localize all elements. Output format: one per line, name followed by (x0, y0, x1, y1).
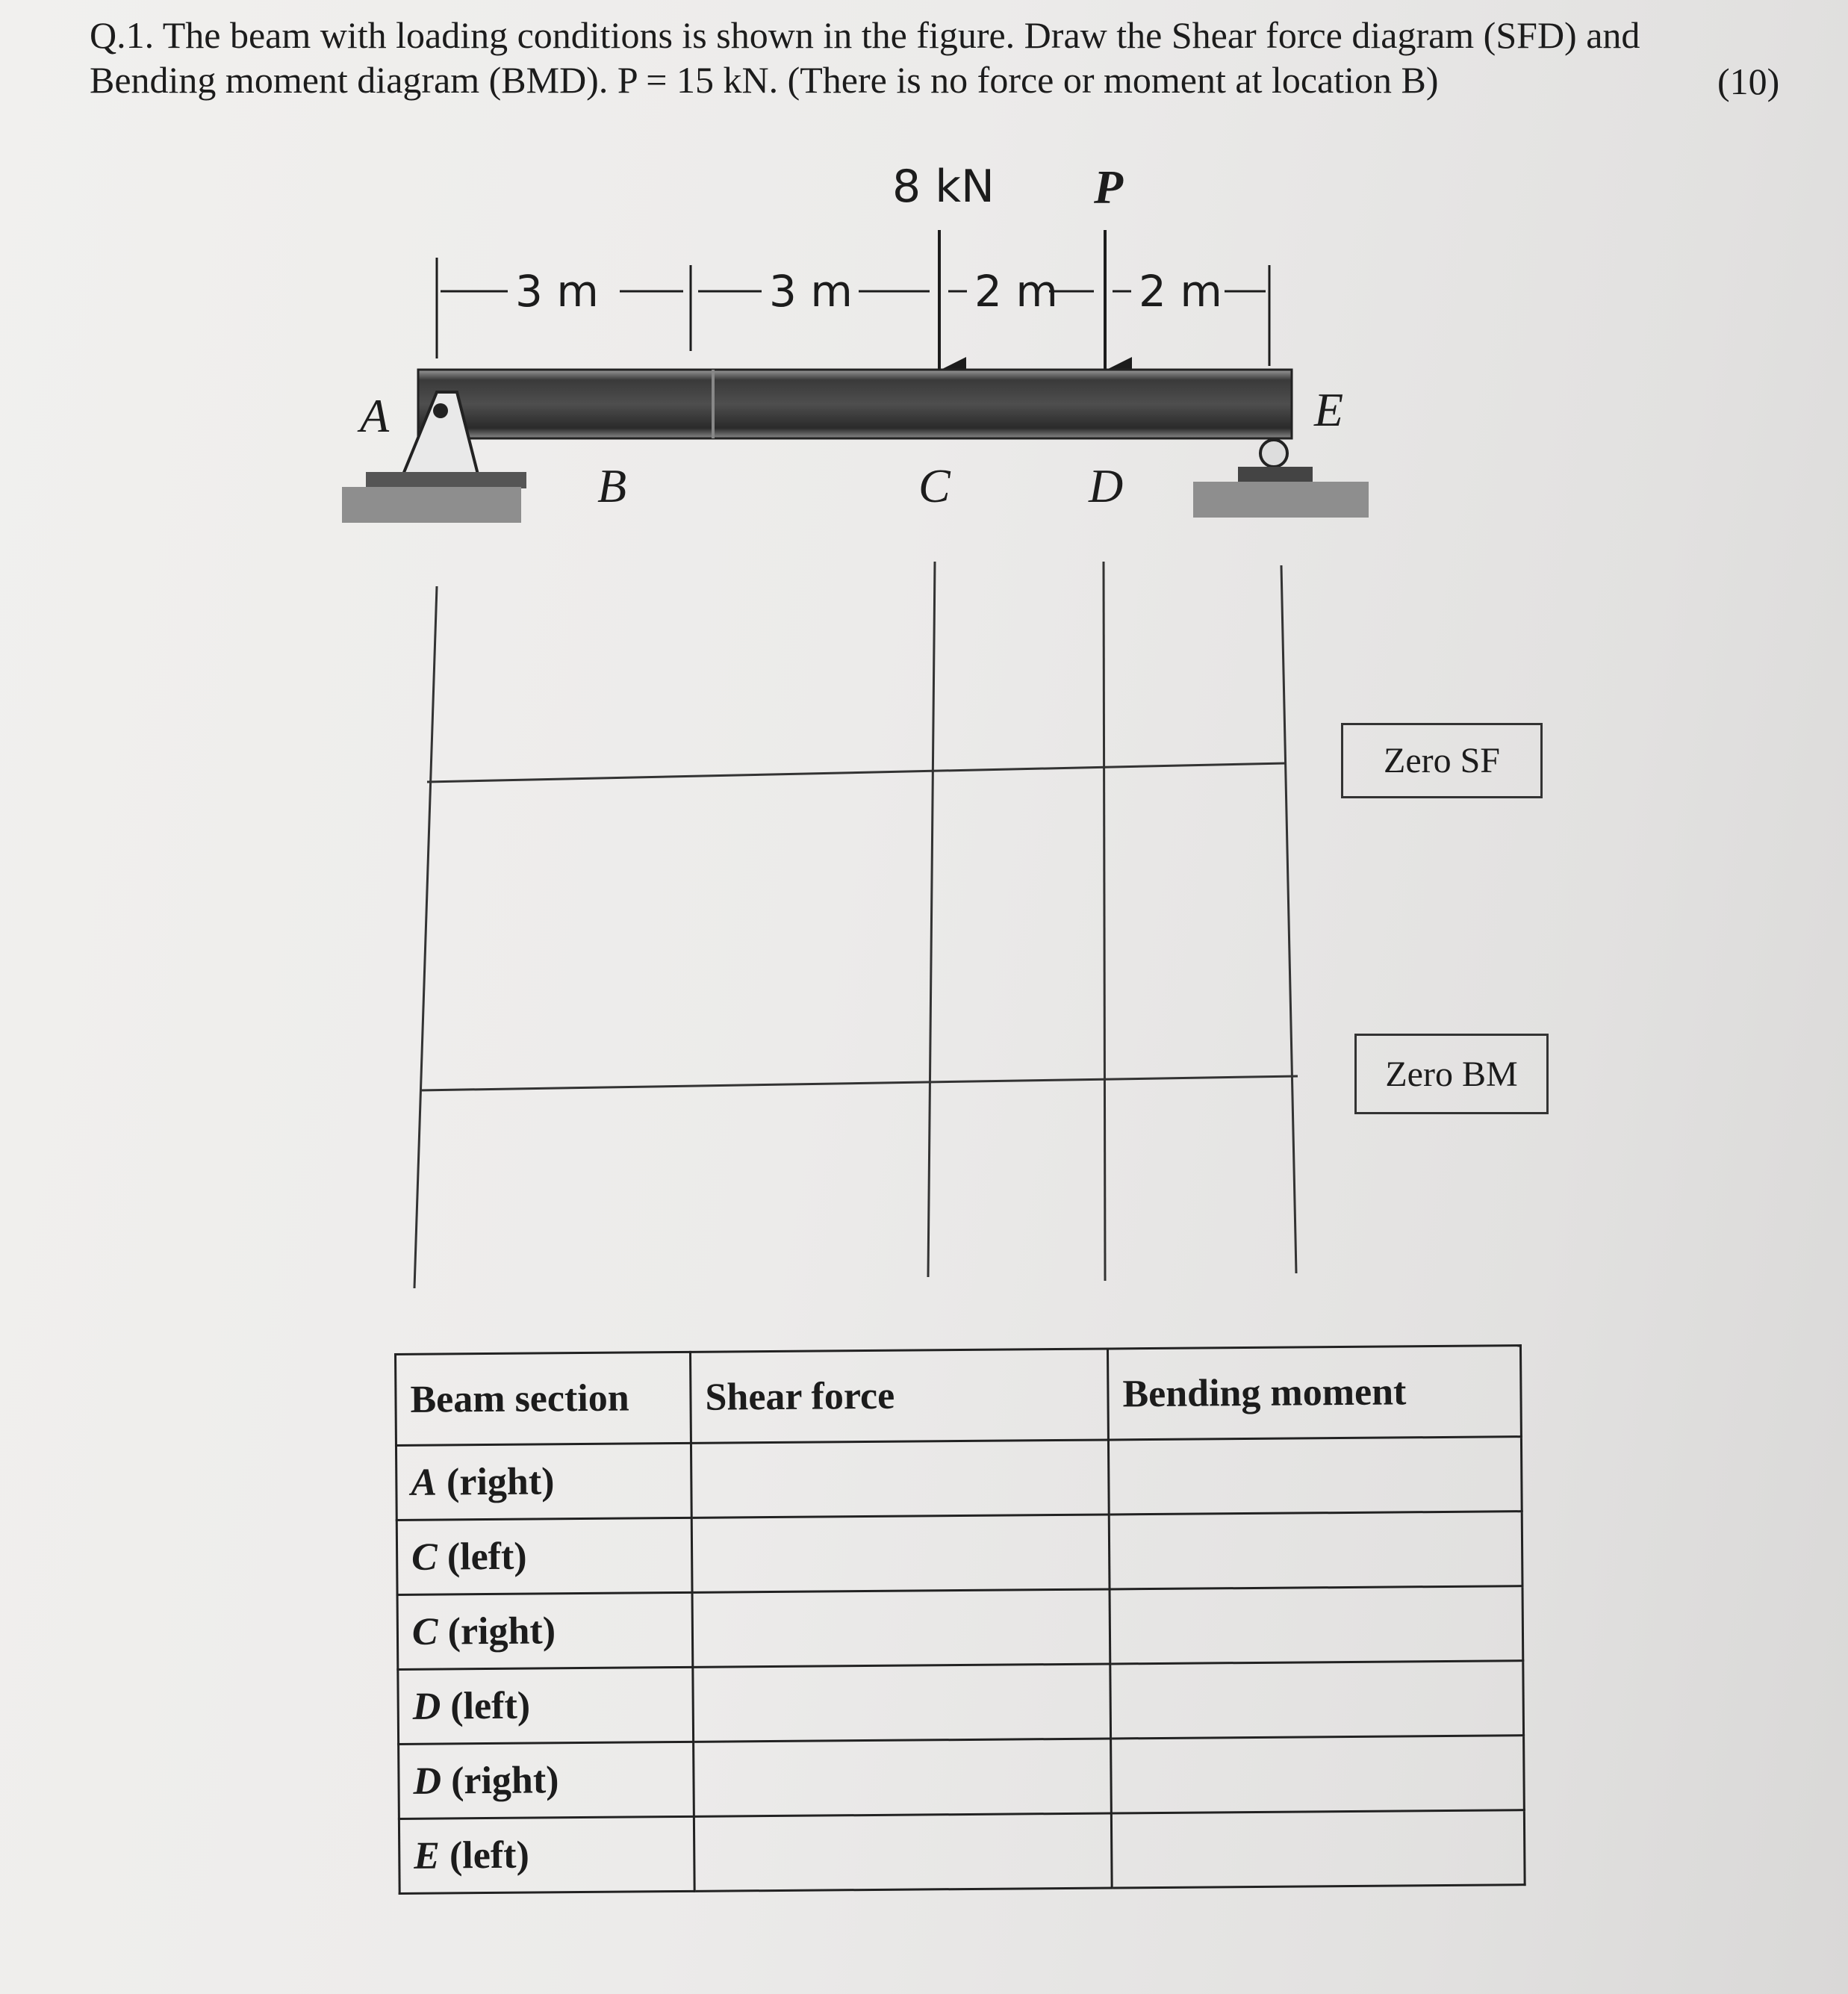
load-label-c: 8 kN (892, 161, 995, 213)
results-table (394, 1344, 1526, 1895)
table-row (398, 1660, 1524, 1744)
shear-force-cell[interactable] (691, 1515, 1110, 1592)
table-row (399, 1735, 1525, 1818)
shear-force-cell[interactable] (692, 1589, 1110, 1667)
point-label-c: C (918, 459, 951, 512)
beam (418, 370, 1292, 438)
section-side: (left) (450, 1684, 531, 1728)
section-cell (398, 1667, 694, 1744)
section-letter: E (414, 1834, 441, 1877)
point-label-b: B (597, 459, 627, 512)
load-label-d: P (1094, 161, 1124, 214)
section-cell (396, 1518, 692, 1594)
table-row (399, 1810, 1525, 1894)
shear-force-cell[interactable] (694, 1739, 1112, 1816)
question-line-2: Bending moment diagram (BMD). P = 15 kN. (There is no force or moment at location B) (90, 59, 1439, 101)
zero-bm-label: Zero BM (1354, 1034, 1549, 1114)
section-cell (399, 1742, 694, 1818)
dim-bc: 3 m (769, 266, 853, 317)
shear-force-cell[interactable] (691, 1440, 1109, 1518)
section-side: (right) (447, 1609, 556, 1653)
bending-moment-cell[interactable] (1110, 1660, 1524, 1738)
section-side: (right) (450, 1759, 559, 1803)
section-letter: A (411, 1461, 438, 1504)
bending-moment-cell[interactable] (1111, 1810, 1525, 1888)
section-letter: D (412, 1685, 441, 1728)
table-row (397, 1585, 1523, 1669)
roller-support-e (1193, 440, 1369, 518)
section-side: (left) (449, 1833, 529, 1877)
header-bending-moment: Bending moment (1107, 1346, 1521, 1440)
header-beam-section: Beam section (396, 1352, 691, 1445)
section-letter: C (411, 1610, 438, 1653)
header-shear-force: Shear force (690, 1349, 1108, 1443)
shear-force-cell[interactable] (693, 1664, 1111, 1742)
question-line-1: Q.1. The beam with loading conditions is shown in the figure. Draw the Shear force diagram (SFD) and (90, 14, 1640, 56)
section-side: (right) (446, 1459, 555, 1504)
section-letter: C (411, 1535, 438, 1579)
section-letter: D (413, 1759, 442, 1803)
section-cell (397, 1592, 693, 1669)
dim-de: 2 m (1139, 266, 1222, 317)
zero-sf-label: Zero SF (1341, 723, 1543, 798)
bending-moment-cell[interactable] (1111, 1735, 1525, 1813)
bending-moment-cell[interactable] (1108, 1436, 1522, 1514)
dim-ab: 3 m (515, 266, 599, 317)
diagram-grid (414, 562, 1298, 1288)
bending-moment-cell[interactable] (1110, 1585, 1523, 1663)
point-label-a: A (360, 389, 390, 442)
question-marks: (10) (1717, 60, 1780, 102)
table-row (396, 1436, 1522, 1520)
section-side: (left) (447, 1535, 527, 1579)
bending-moment-cell[interactable] (1109, 1511, 1522, 1588)
dim-cd: 2 m (974, 266, 1058, 317)
shear-force-cell[interactable] (694, 1813, 1112, 1891)
table-row (396, 1511, 1522, 1594)
section-cell (396, 1443, 691, 1520)
table-header-row (396, 1346, 1522, 1445)
point-label-e: E (1314, 383, 1344, 436)
section-cell (399, 1816, 694, 1893)
point-label-d: D (1089, 459, 1124, 512)
